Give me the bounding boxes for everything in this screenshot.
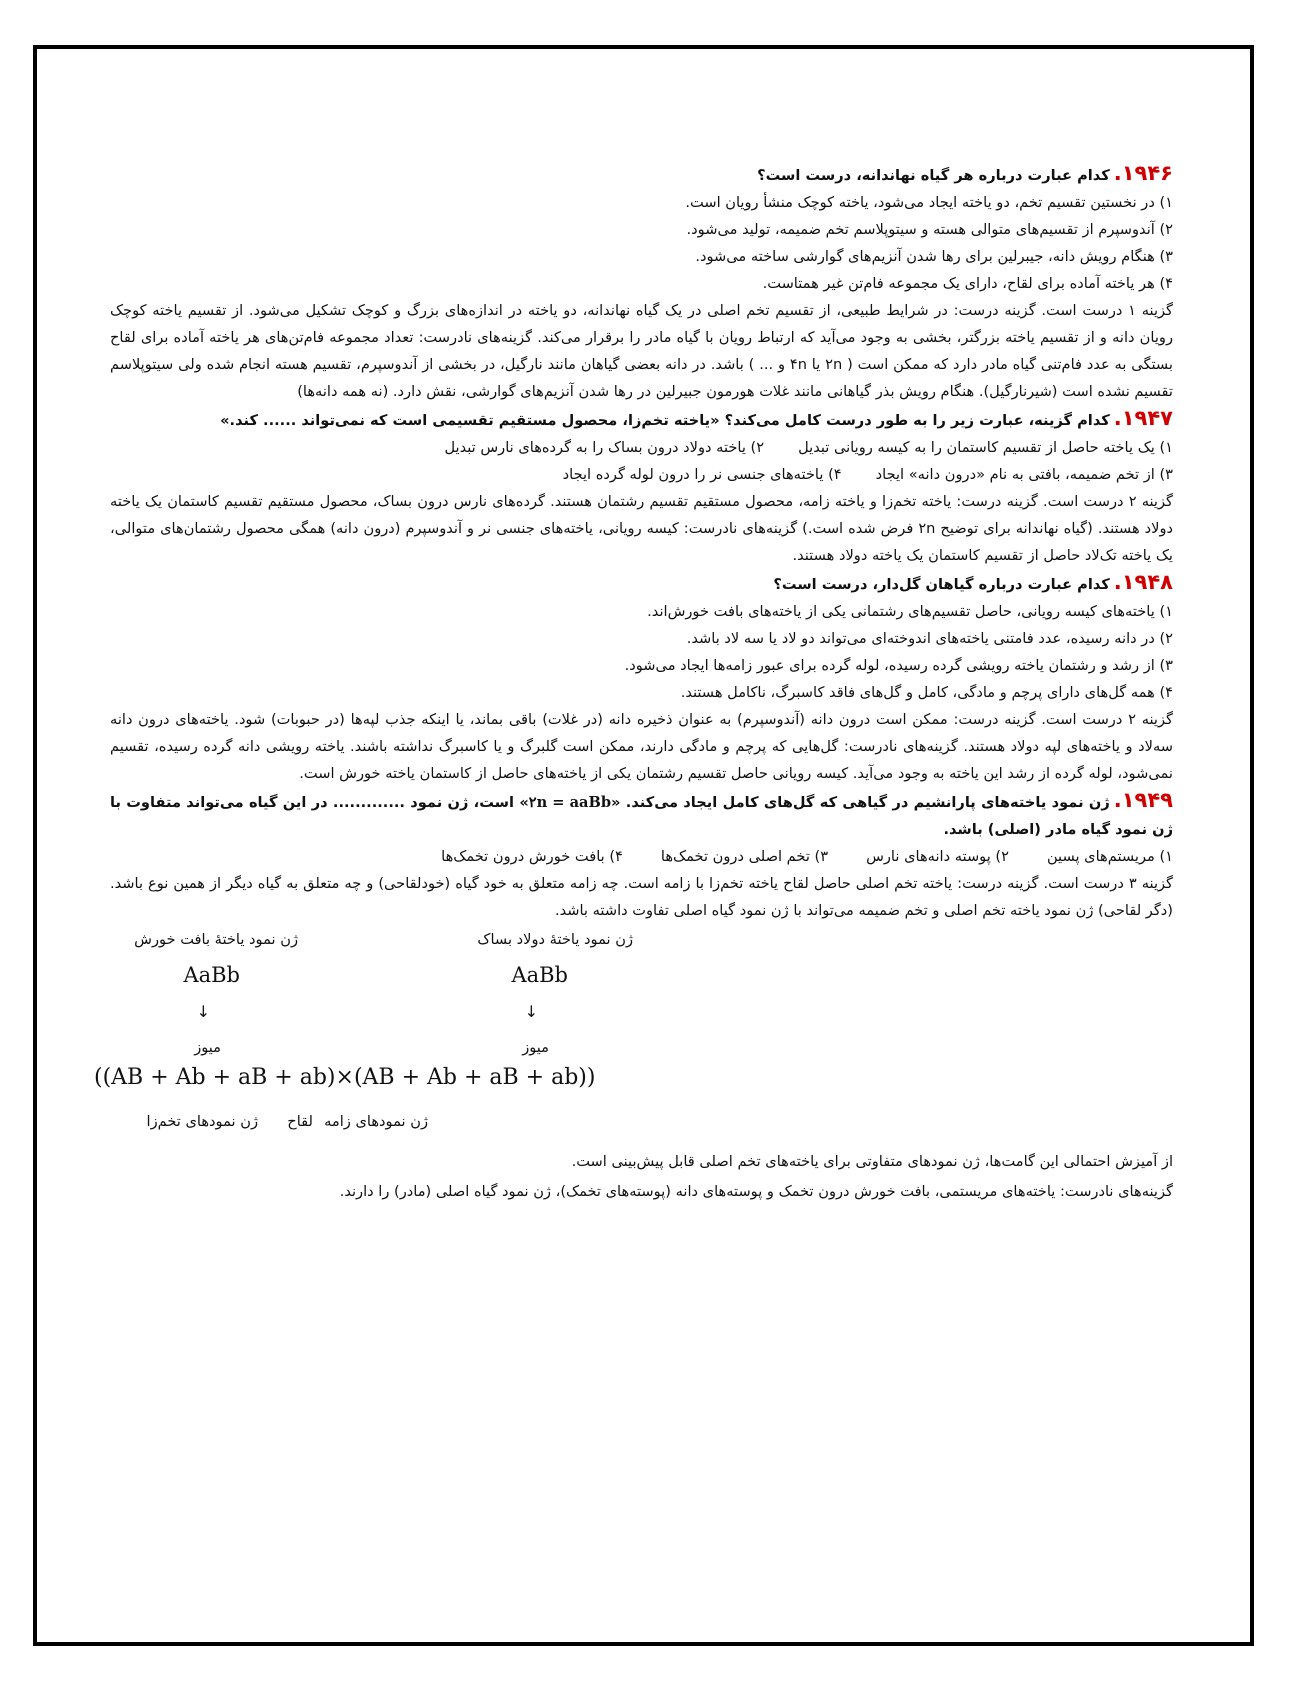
option-1: ۱) مریستم‌های پسین <box>1046 848 1173 865</box>
options-row <box>110 843 1173 870</box>
question-text: کدام گزینه، عبارت زیر را به طور درست کامل می‌کند؟ «یاخته تخم‌زا، محصول مستقیم تقسیمی است که نمی‌تواند ...... کند.» <box>220 412 1110 429</box>
question-number: ۱۹۴۹. <box>1113 788 1173 812</box>
anther-cell-label: ژن نمود یاختهٔ دولاد بساک <box>477 931 633 948</box>
wrong-options-text: گزینه‌های نادرست: یاخته‌های مریستمی، بافت خورش درون تخمک و پوسته‌های دانه (پوسته‌های تخمک)، ژن نمود گیاه اصلی (مادر) را دارند. <box>339 1183 1173 1200</box>
question-1947 <box>110 405 1173 569</box>
nucellus-cell-label: ژن نمود یاختهٔ بافت خورش <box>134 931 298 948</box>
option-2: ۲) پوسته دانه‌های نارس <box>866 848 1009 865</box>
option-2: ۲) آندوسپرم از تقسیم‌های متوالی هسته و سیتوپلاسم تخم ضمیمه، تولید می‌شود. <box>686 221 1173 238</box>
option-1: ۱) یک یاخته حاصل از تقسیم کاستمان را به کیسه رویانی تبدیل <box>798 439 1173 456</box>
fertilization-label: لقاح <box>287 1113 313 1130</box>
question-text: کدام عبارت درباره گیاهان گل‌دار، درست است؟ <box>773 576 1110 593</box>
question-number: ۱۹۴۸. <box>1113 570 1173 594</box>
options-row-1 <box>110 434 1173 461</box>
nucellus-genotype: AaBb <box>183 963 240 987</box>
zygote-genotypes-label: ژن نمودهای تخم‌زا <box>146 1113 258 1130</box>
answer-explanation: گزینه ۳ درست است. گزینه درست: یاخته تخم اصلی حاصل لقاح یاخته تخم‌زا با زامه است. چه زامه متعلق به خود گیاه (خودلقاحی) و چه متعلق به گیاه دیگر از همین نوع باشد. (دگر لقاحی) ژن نمود یاخته تخم اصلی و تخم ضمیمه می‌تواند با ژن نمود گیاه اصلی تفاوت داشته باشد. <box>110 875 1173 919</box>
question-number: ۱۹۴۶. <box>1113 161 1173 185</box>
answer-explanation: گزینه ۱ درست است. گزینه درست: در شرایط طبیعی، از تقسیم تخم اصلی در یک گیاه نهاندانه، دو یاخته در اندازه‌های بزرگ و کوچک تشکیل می‌شود. از تقسیم یاخته کوچک رویان دانه و از تقسیم یاخته بزرگتر، بخشی به وجود می‌آید که ارتباط رویان با گیاه مادر را برقرار می‌کند. گزینه‌های نادرست: تعداد مجموعه فام‌تن‌های هر یاخته آماده برای لقاح بستگی به عدد فام‌تنی گیاه مادر دارد که ممکن است ( ۲n یا ۴n و ... ) باشد. در دانه بعضی گیاهان مانند نارگیل، در بخشی از آندوسپرم، تقسیم هسته انجام شده ولی سیتوپلاسم تقسیم نشده است (شیرنارگیل). هنگام رویش بذر گیاهانی مانند غلات هورمون جبیرلین در رها شدن آنزیم‌های گوارشی، نقش دارد. (نه همه دانه‌ها) <box>110 302 1174 400</box>
question-title <box>110 569 1173 598</box>
document-content <box>94 160 1174 1224</box>
answer-explanation: گزینه ۲ درست است. گزینه درست: یاخته تخم‌زا و یاخته زامه، محصول مستقیم تقسیم رشتمان هستند. گرده‌های نارس درون بساک، محصول مستقیم تقسیم کاستمان یک یاخته دولاد هستند. (گیاه نهاندانه برای توضیح ۲n فرض شده است.) گزینه‌های نادرست: کیسه رویانی، یاخته‌های جنسی نر و آندوسپرم (درون دانه) همگی محصول رشتمان‌های متوالی، یک یاخته تک‌لاد حاصل از تقسیم کاستمان یک یاخته دولاد هستند. <box>110 493 1174 564</box>
genotype-diagram <box>94 926 1173 1224</box>
option-3: ۳) تخم اصلی درون تخمک‌ها <box>660 848 829 865</box>
question-1949 <box>94 787 1173 1224</box>
question-title <box>110 787 1173 843</box>
option-4: ۴) همه گل‌های دارای پرچم و مادگی، کامل و گل‌های فاقد کاسبرگ، ناکامل هستند. <box>680 684 1173 701</box>
option-2: ۲) یاخته دولاد درون بساک را به گرده‌های نارس تبدیل <box>444 439 765 456</box>
genotype-formula: ۲n = aaBb <box>528 794 612 811</box>
question-title <box>110 160 1173 189</box>
option-3: ۳) هنگام رویش دانه، جیبرلین برای رها شدن آنزیم‌های گوارشی ساخته می‌شود. <box>695 248 1173 265</box>
conclusion-text: از آمیزش احتمالی این گامت‌ها، ژن نمودهای متفاوتی برای یاخته‌های تخم اصلی قابل پیش‌بینی است. <box>571 1153 1173 1170</box>
options-row-2 <box>110 461 1173 488</box>
option-3: ۳) از رشد و رشتمان یاخته رویشی گرده رسیده، لوله گرده برای عبور زامه‌ها ایجاد می‌شود. <box>624 657 1173 674</box>
question-text-part1: ژن نمود یاخته‌های پارانشیم در گیاهی که گل‌های کامل ایجاد می‌کند. « <box>611 794 1110 811</box>
question-text: کدام عبارت درباره هر گیاه نهاندانه، درست است؟ <box>757 167 1110 184</box>
option-4: ۴) یاخته‌های جنسی نر را درون لوله گرده ایجاد <box>562 466 842 483</box>
anther-genotype: AaBb <box>511 963 568 987</box>
gamete-cross-formula: ((AB + Ab + aB + ab)×(AB + Ab + aB + ab)) <box>94 1065 596 1090</box>
question-text-part2: » است، ژن نمود ............. در این گیاه می‌تواند متفاوت با ژن نمود گیاه مادر (اصلی) باشد. <box>110 794 1173 838</box>
sperm-genotypes-label: ژن نمودهای زامه <box>324 1113 428 1130</box>
question-title <box>110 405 1173 434</box>
question-1948 <box>110 569 1173 787</box>
option-4: ۴) هر یاخته آماده برای لقاح، دارای یک مجموعه فام‌تن غیر همتاست. <box>762 275 1173 292</box>
question-1946 <box>110 160 1173 405</box>
option-1: ۱) یاخته‌های کیسه رویانی، حاصل تقسیم‌های رشتمانی یکی از یاخته‌های بافت خورش‌اند. <box>647 603 1173 620</box>
answer-explanation: گزینه ۲ درست است. گزینه درست: ممکن است درون دانه (آندوسپرم) به عنوان ذخیره دانه (در غلات) باقی بماند، یا اینکه جذب لپه‌ها (در حبوبات) شود. یاخته‌های درون دانه سه‌لاد و یاخته‌های لپه دولاد هستند. گزینه‌های نادرست: گل‌هایی که پرچم و مادگی دارند، ممکن است گلبرگ و یا کاسبرگ نداشته باشند. یاخته رویشی دانه گرده رسیده، تقسیم نمی‌شود، لوله گرده از رشد این یاخته به وجود می‌آید. کیسه رویانی حاصل تقسیم رشتمان یکی از یاخته‌های حاصل از کاستمان یاخته خورش است. <box>110 711 1173 782</box>
meiosis-label: میوز <box>194 1039 221 1056</box>
arrow-down-icon: ↓ <box>524 1002 538 1021</box>
option-3: ۳) از تخم ضمیمه، بافتی به نام «درون دانه» ایجاد <box>875 466 1173 483</box>
option-4: ۴) بافت خورش درون تخمک‌ها <box>441 848 623 865</box>
arrow-down-icon: ↓ <box>196 1002 210 1021</box>
option-2: ۲) در دانه رسیده، عدد فامتنی یاخته‌های اندوخته‌ای می‌تواند دو لاد یا سه لاد باشد. <box>686 630 1173 647</box>
option-1: ۱) در نخستین تقسیم تخم، دو یاخته ایجاد می‌شود، یاخته کوچک منشأ رویان است. <box>685 194 1173 211</box>
question-number: ۱۹۴۷. <box>1113 406 1173 430</box>
meiosis-label: میوز <box>522 1039 549 1056</box>
